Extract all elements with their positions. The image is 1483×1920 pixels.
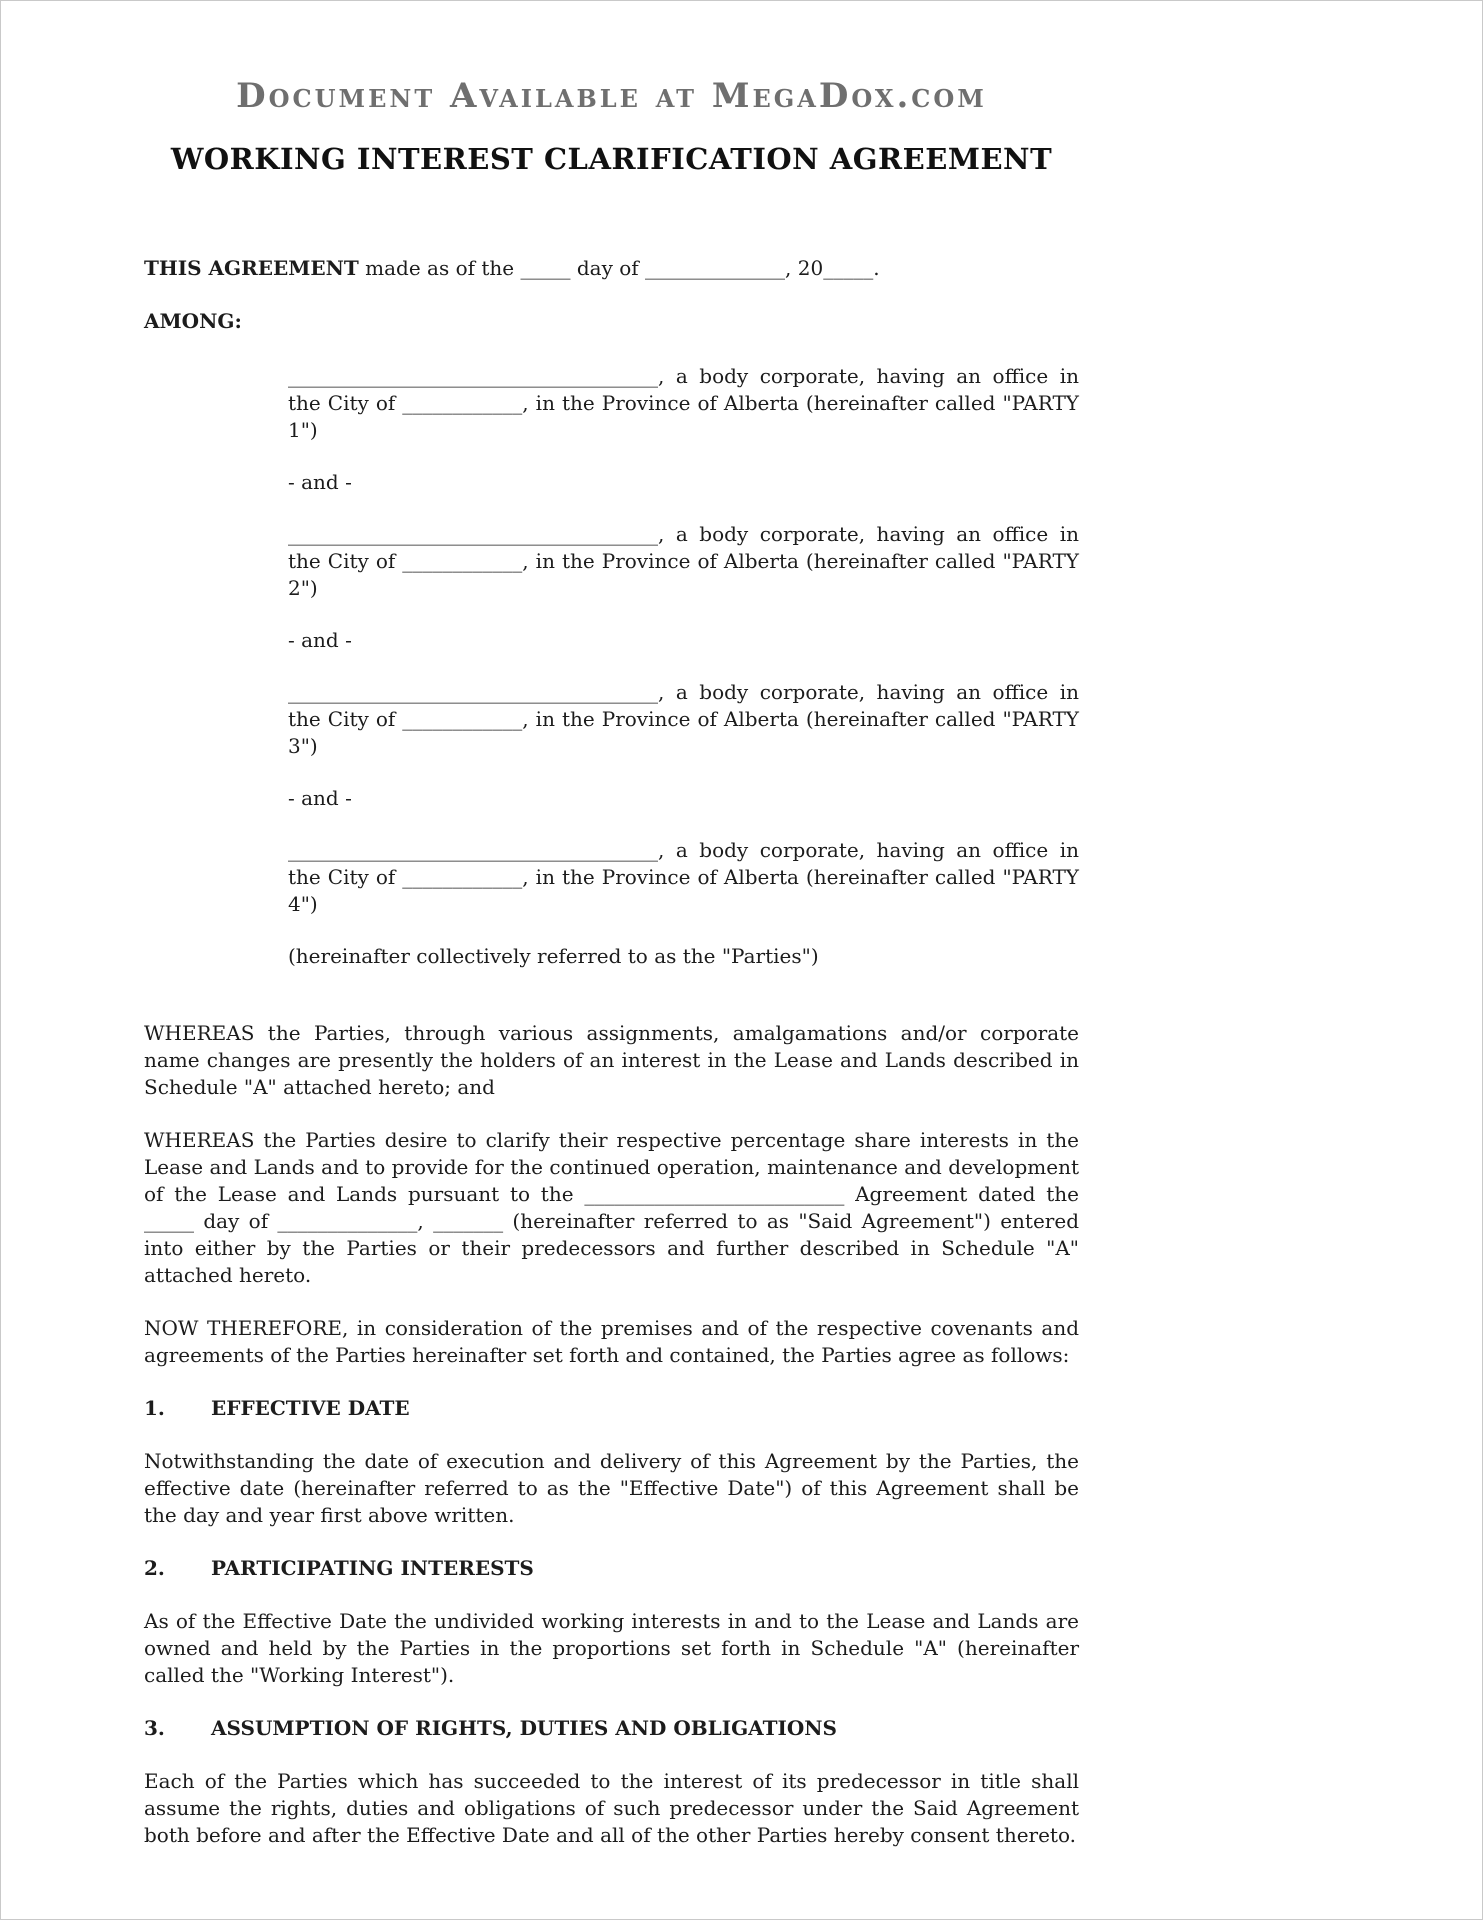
party-block-4: _____________________________________, a body corporate, having an office in the City of ____________, in the Province of Alberta (hereinafter called "PARTY 4") — [288, 838, 1079, 916]
section-3-title: ASSUMPTION OF RIGHTS, DUTIES AND OBLIGATIONS — [211, 1716, 837, 1740]
party-block-3: _____________________________________, a body corporate, having an office in the City of ____________, in the Province of Alberta (hereinafter called "PARTY 3") — [288, 680, 1079, 758]
megadox-watermark: Document Available at MegaDox.com — [236, 76, 987, 116]
section-3-heading — [144, 1715, 1079, 1742]
section-2-heading — [144, 1555, 1079, 1582]
intro-clause-rest: made as of the _____ day of ______________, 20_____. — [358, 256, 880, 280]
among-label: AMONG: — [144, 309, 242, 333]
document-content — [144, 77, 1079, 1875]
and-separator-2: - and - — [288, 628, 352, 652]
section-3-body: Each of the Parties which has succeeded to the interest of its predecessor in title shall assume the rights, duties and obligations of such predecessor under the Said Agreement both before and after the Effective Date and all of the other Parties hereby consent thereto. — [144, 1769, 1079, 1847]
collective-reference-clause: (hereinafter collectively referred to as the "Parties") — [288, 944, 819, 968]
section-1-heading — [144, 1395, 1079, 1422]
and-separator-1: - and - — [288, 470, 352, 494]
section-1-body: Notwithstanding the date of execution and delivery of this Agreement by the Parties, the effective date (hereinafter referred to as the "Effective Date") of this Agreement shall be the day and year first above written. — [144, 1449, 1079, 1527]
party-block-2: _____________________________________, a body corporate, having an office in the City of ____________, in the Province of Alberta (hereinafter called "PARTY 2") — [288, 522, 1079, 600]
section-2-body: As of the Effective Date the undivided working interests in and to the Lease and Lands are owned and held by the Parties in the proportions set forth in Schedule "A" (hereinafter called the "Working Interest"). — [144, 1609, 1079, 1687]
and-separator-3: - and - — [288, 786, 352, 810]
section-1-title: EFFECTIVE DATE — [211, 1396, 410, 1420]
intro-clause — [144, 255, 1079, 282]
recital-whereas-2: WHEREAS the Parties desire to clarify their respective percentage share interests in the Lease and Lands and to provide for the continued operation, maintenance and development of the Lease and Lands pursuant to the __________________________ Agreement dated the _____ day of ______________, _______ (hereinafter referred to as "Said Agreement") entered into either by the Parties or their predecessors and further described in Schedule "A" attached hereto. — [144, 1128, 1079, 1287]
intro-clause-lead: THIS AGREEMENT — [144, 256, 359, 280]
party-block-1: _____________________________________, a body corporate, having an office in the City of ____________, in the Province of Alberta (hereinafter called "PARTY 1") — [288, 364, 1079, 442]
document-title: WORKING INTEREST CLARIFICATION AGREEMENT — [170, 142, 1053, 176]
section-2-title: PARTICIPATING INTERESTS — [211, 1556, 534, 1580]
section-3-number: 3. — [144, 1716, 165, 1740]
recital-now-therefore: NOW THEREFORE, in consideration of the premises and of the respective covenants and agreements of the Parties hereinafter set forth and contained, the Parties agree as follows: — [144, 1316, 1079, 1367]
recital-whereas-1: WHEREAS the Parties, through various assignments, amalgamations and/or corporate name changes are presently the holders of an interest in the Lease and Lands described in Schedule "A" attached hereto; and — [144, 1021, 1079, 1099]
section-1-number: 1. — [144, 1396, 165, 1420]
section-2-number: 2. — [144, 1556, 165, 1580]
parties-list — [144, 363, 1079, 970]
